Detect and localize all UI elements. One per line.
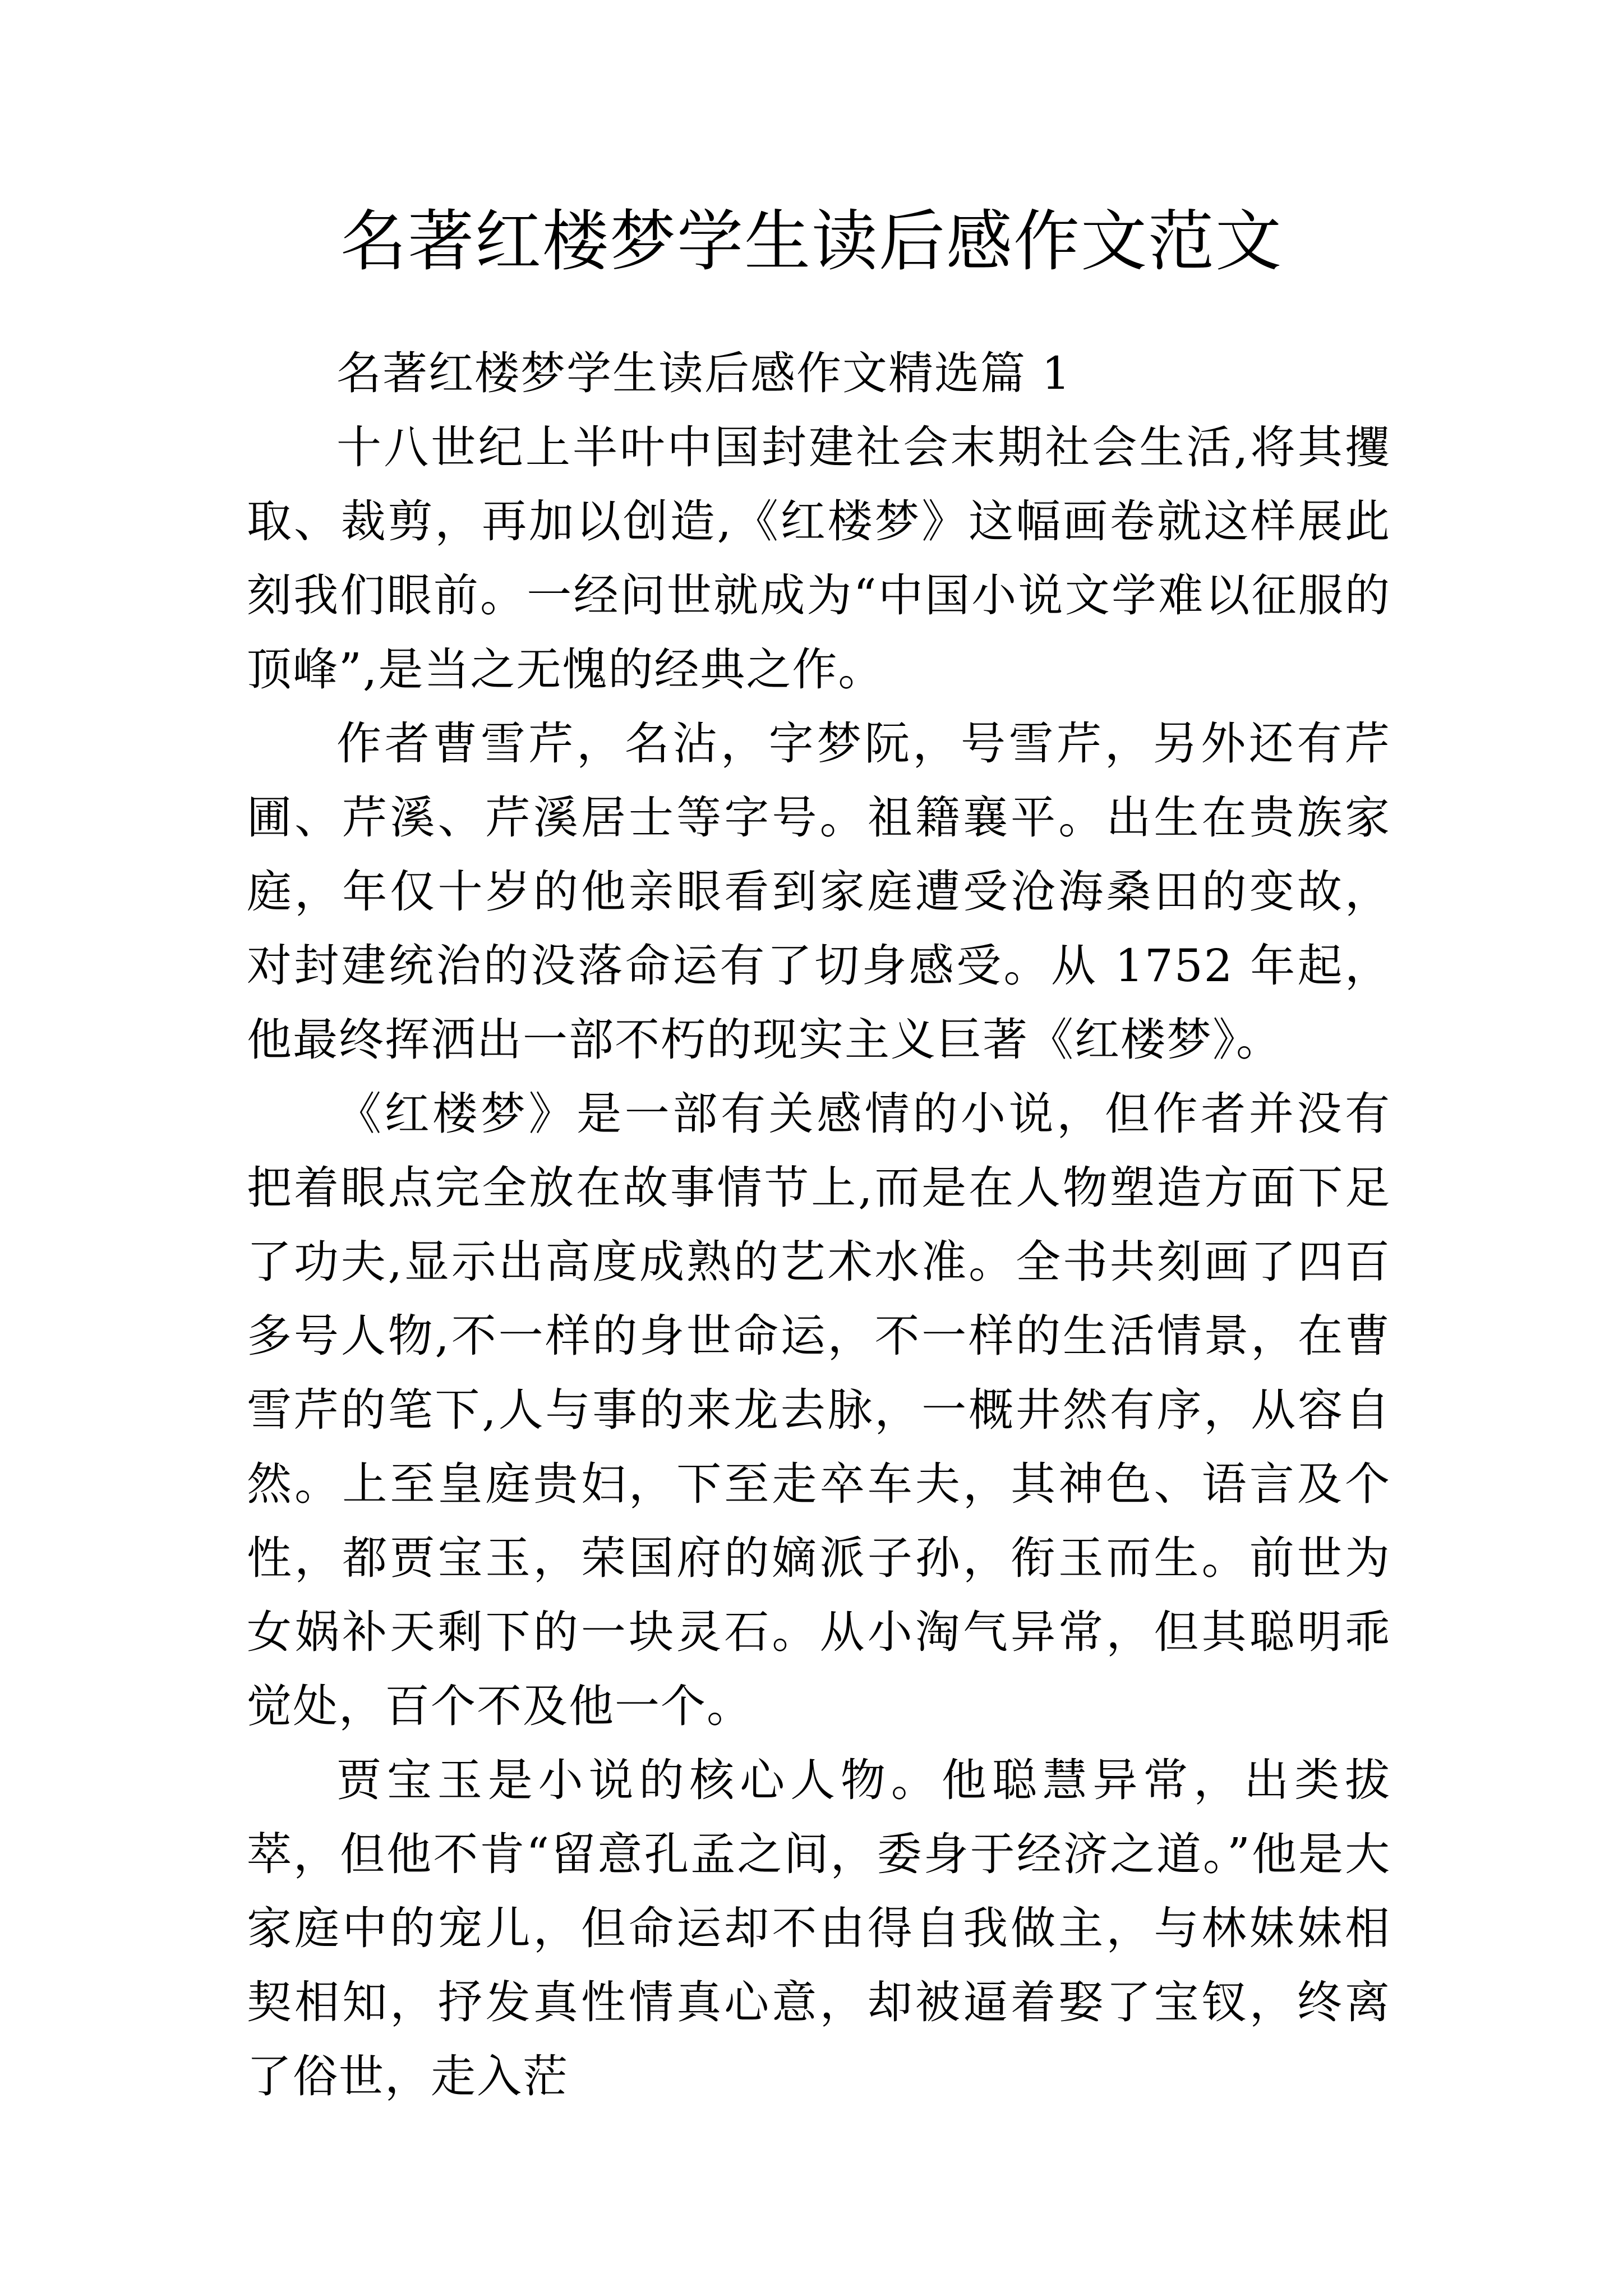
- document-title: 名著红楼梦学生读后感作文范文: [340, 203, 1283, 280]
- document-body: [247, 337, 1391, 2114]
- paragraph: 贾宝玉是小说的核心人物。他聪慧异常，出类拔萃，但他不肯“留意孔孟之间，委身于经济之道。”他是大家庭中的宠儿，但命运却不由得自我做主，与林妹妹相契相知，抒发真性情真心意，却被逼着娶了宝钗，终离了俗世，走入茫: [247, 1754, 1391, 2102]
- paragraph: 十八世纪上半叶中国封建社会末期社会生活,将其攫取、裁剪，再加以创造,《红楼梦》这幅画卷就这样展此刻我们眼前。一经问世就成为“中国小说文学难以征服的顶峰”,是当之无愧的经典之作。: [247, 421, 1391, 696]
- section-heading: 名著红楼梦学生读后感作文精选篇 1: [336, 347, 1072, 399]
- paragraph: 《红楼梦》是一部有关感情的小说，但作者并没有把着眼点完全放在故事情节上,而是在人物塑造方面下足了功夫,显示出高度成熟的艺术水准。全书共刻画了四百多号人物,不一样的身世命运，不一样的生活情景，在曹雪芹的笔下,人与事的来龙去脉，一概井然有序，从容自然。上至皇庭贵妇，下至走卒车夫，其神色、语言及个性，都贾宝玉，荣国府的嫡派子孙，衔玉而生。前世为女娲补天剩下的一块灵石。从小淘气异常，但其聪明乖觉处，百个不及他一个。: [247, 1088, 1391, 1732]
- paragraph: 作者曹雪芹，名沾，字梦阮，号雪芹，另外还有芹圃、芹溪、芹溪居士等字号。祖籍襄平。出生在贵族家庭，年仅十岁的他亲眼看到家庭遭受沧海桑田的变故，对封建统治的没落命运有了切身感受。从 1752 年起，他最终挥洒出一部不朽的现实主义巨著《红楼梦》。: [247, 717, 1391, 1066]
